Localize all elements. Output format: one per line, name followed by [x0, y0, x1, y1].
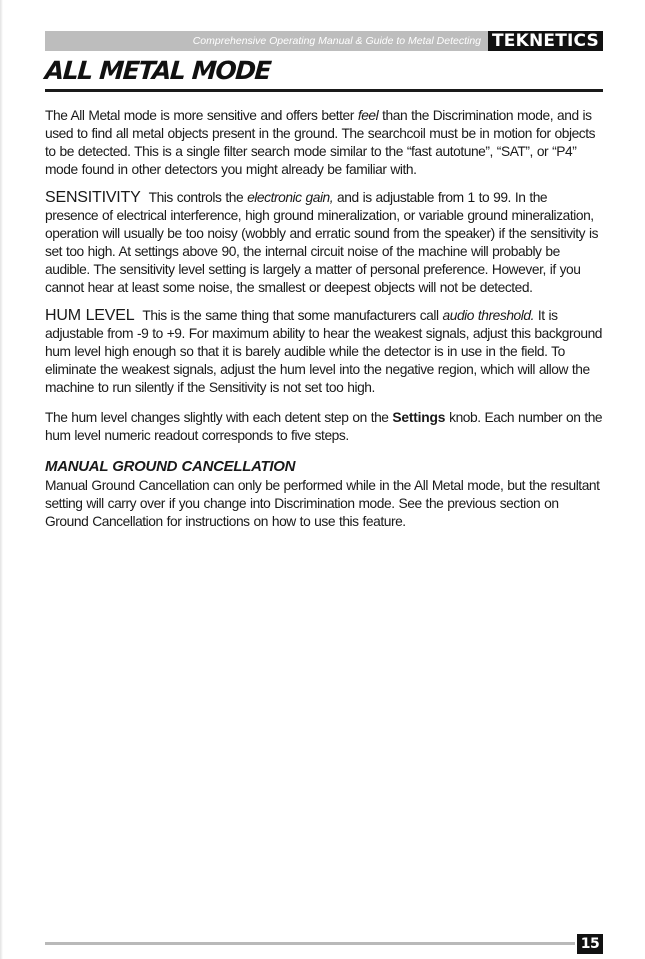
- hum-steps-text-2: knob. Each number on the hum level numeric readout corresponds to five steps.: [45, 410, 603, 443]
- hum-level-italic: audio threshold.: [442, 308, 534, 323]
- intro-paragraph: [45, 107, 603, 179]
- hum-level-text-2: It is adjustable from -9 to +9. For maximum ability to hear the weakest signals, adjust this background hum level high enough so that it is barely audible while the detector is in use in the field. To eliminate the weakest signals, adjust the hum level into the negative region, which will allow the machine to run silently if the Sensitivity is not set too high.: [45, 308, 603, 395]
- hum-steps-paragraph: [45, 409, 603, 445]
- title-rule: [45, 89, 603, 92]
- intro-italic-feel: feel: [357, 108, 379, 123]
- hum-steps-text-1: The hum level changes slightly with each detent step on the: [45, 410, 393, 425]
- sensitivity-text-2: and is adjustable from 1 to 99. In the presence of electrical interference, high ground mineralization, or variable ground mineralization, operation will usually be too noisy (wobbly and erratic sound from the speaker) if the sensitivity is set too high. At settings above 90, the internal circuit noise of the machine will probably be audible. The sensitivity level setting is largely a matter of personal preference. However, if you cannot hear at least some noise, the smallest or deepest objects will not be detected.: [45, 190, 599, 295]
- page-edge: [0, 0, 3, 959]
- brand-logo: TEKNETICS: [488, 31, 603, 51]
- manual-ground-heading: MANUAL GROUND CANCELLATION: [45, 458, 296, 475]
- sensitivity-italic: electronic gain,: [247, 190, 334, 205]
- sensitivity-paragraph: [45, 189, 603, 297]
- page-number: 15: [577, 934, 603, 954]
- intro-text-2: than the Discrimination mode, and is used to find all metal objects present in the ground. The searchcoil must be in motion for objects to be detected. This is a single filter search mode similar to the “fast autotune”, “SAT”, or “P4” mode found in other detectors you might already be familiar with.: [45, 108, 596, 177]
- intro-text-1: The All Metal mode is more sensitive and offers better: [45, 108, 358, 123]
- hum-level-term: HUM LEVEL: [45, 307, 135, 324]
- sensitivity-term: SENSITIVITY: [45, 189, 141, 206]
- header-strip: [45, 31, 488, 51]
- manual-ground-paragraph: Manual Ground Cancellation can only be performed while in the All Metal mode, but the resultant setting will carry over if you change into Discrimination mode. See the previous section on Ground Cancellation for instructions on how to use this feature.: [45, 478, 600, 529]
- hum-level-paragraph: [45, 307, 603, 397]
- hum-level-text-1: This is the same thing that some manufacturers call: [142, 308, 443, 323]
- footer-rule: [45, 942, 575, 945]
- page-title: ALL METAL MODE: [43, 56, 272, 85]
- sensitivity-text-1: This controls the: [148, 190, 248, 205]
- settings-knob-label: Settings: [392, 410, 446, 425]
- header-subtitle: Comprehensive Operating Manual & Guide to Metal Detecting: [192, 35, 482, 47]
- running-header: [45, 31, 603, 51]
- page-content: [45, 107, 603, 541]
